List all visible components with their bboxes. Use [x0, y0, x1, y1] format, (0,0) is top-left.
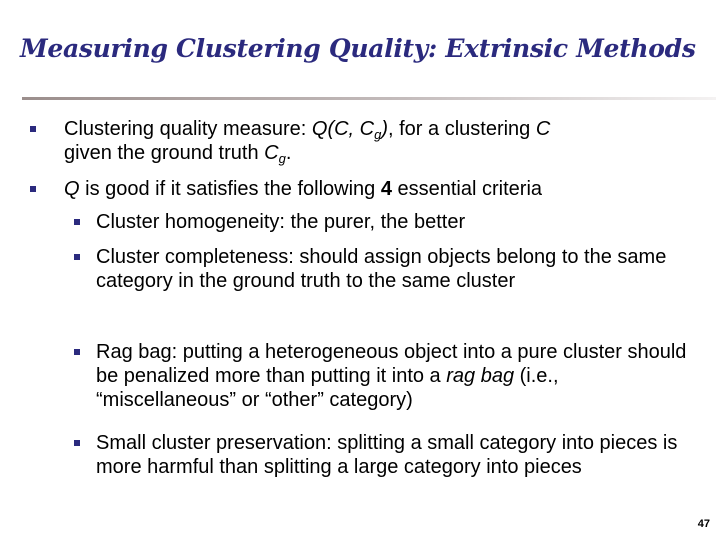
- square-bullet-icon: [74, 349, 80, 355]
- page-number: 47: [697, 518, 710, 530]
- sub-bullet-homogeneity: Cluster homogeneity: the purer, the better: [96, 210, 696, 234]
- bullet-item-2: Q is good if it satisfies the following 4 essential criteria: [64, 177, 704, 201]
- slide-title: Measuring Clustering Quality: Extrinsic Methods: [20, 34, 696, 63]
- quality-expression: Q(C, $C_g$): [311, 118, 389, 142]
- sub-bullet-small-cluster: Small cluster preservation: splitting a small category into pieces is more harmful than splitting a large category into pieces: [96, 431, 696, 479]
- square-bullet-icon: [30, 186, 36, 192]
- sub-bullet-completeness: Cluster completeness: should assign objects belong to the same category in the ground truth to the same cluster: [96, 245, 696, 293]
- square-bullet-icon: [74, 440, 80, 446]
- bullet-item-1: Clustering quality measure: Q(C, $C_g$), for a clustering C given the ground truth $C_g$.: [64, 117, 704, 165]
- sub-bullet-rag-bag: Rag bag: putting a heterogeneous object into a pure cluster should be penalized more than putting it into a rag bag (i.e., “miscellaneous” or “other” category): [96, 340, 696, 413]
- square-bullet-icon: [74, 219, 80, 225]
- square-bullet-icon: [30, 126, 36, 132]
- ground-truth-symbol: $C_g$: [264, 142, 286, 167]
- square-bullet-icon: [74, 254, 80, 260]
